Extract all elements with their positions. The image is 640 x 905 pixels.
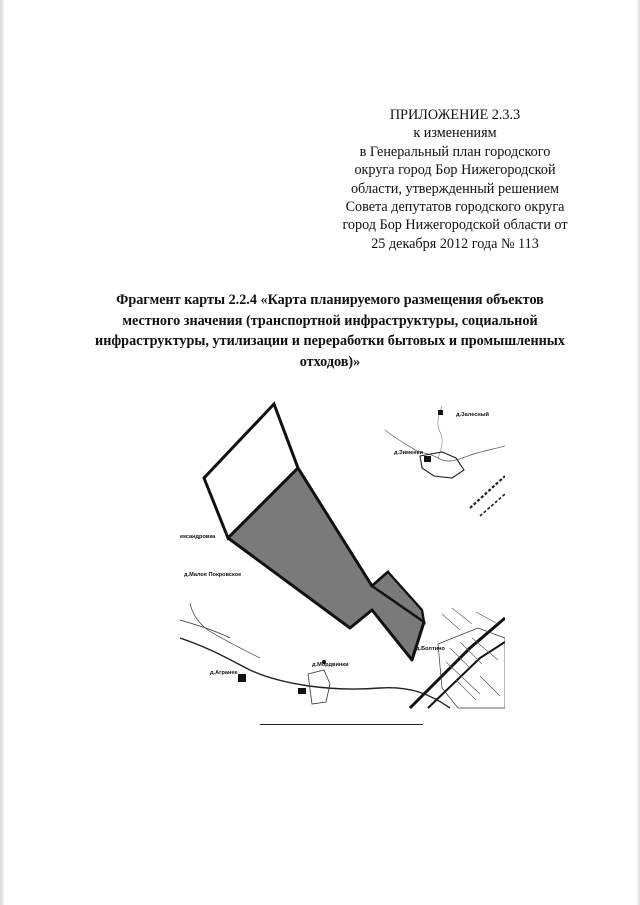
appendix-line: 25 декабря 2012 года № 113 xyxy=(371,235,539,252)
heading-line: Фрагмент карты 2.2.4 «Карта планируемого размещения объектов xyxy=(116,292,544,308)
map-label-zalesny: д.Залесный xyxy=(456,412,489,418)
scan-edge-left xyxy=(0,0,4,905)
appendix-line: округа город Бор Нижегородской xyxy=(354,162,556,179)
appendix-line: области, утвержденный решением xyxy=(350,180,560,197)
road-diagonal xyxy=(410,618,505,708)
heading-line: местного значения (транспортной инфраструктуры, социальной xyxy=(122,312,538,329)
settlement-marker xyxy=(438,410,443,415)
appendix-line: город Бор Нижегородской области от xyxy=(342,217,568,234)
settlement-zimenki xyxy=(420,452,464,478)
heading-line: инфраструктуры, утилизации и переработки бытовых и промышленных xyxy=(95,333,565,349)
map-fragment-heading xyxy=(90,290,570,372)
signature-line xyxy=(260,724,423,725)
road-minor xyxy=(180,620,230,638)
appendix-line: Совета депутатов городского округа xyxy=(345,199,565,216)
appendix-block xyxy=(300,106,610,253)
road-minor xyxy=(190,603,260,658)
map-label-boltino: д.Болтино xyxy=(416,646,445,652)
map-label-zimenki: д.Зименки xyxy=(394,450,423,456)
settlement-marker xyxy=(238,674,246,682)
map-label-aleksandrovka: ександровка xyxy=(180,534,216,540)
settlement-marker xyxy=(298,688,306,694)
map-label-agrinyo: д.Агранее xyxy=(210,670,238,676)
urban-grid-2 xyxy=(442,608,498,630)
appendix-line: к изменениям xyxy=(413,125,497,142)
map-label-maloe-pokrovskoe: д.Малое Покровское xyxy=(184,572,242,578)
river xyxy=(385,430,505,461)
map-drawing xyxy=(180,398,505,710)
map-fragment xyxy=(180,398,505,710)
railway-lower xyxy=(480,494,505,516)
map-label-mordvinki: д.Мордвинки xyxy=(312,662,349,668)
appendix-title: ПРИЛОЖЕНИЕ 2.3.3 xyxy=(389,107,521,123)
appendix-line: в Генеральный план городского xyxy=(359,143,551,160)
settlement-marker xyxy=(424,456,431,462)
railway xyxy=(470,476,505,508)
heading-line: отходов)» xyxy=(299,353,361,370)
